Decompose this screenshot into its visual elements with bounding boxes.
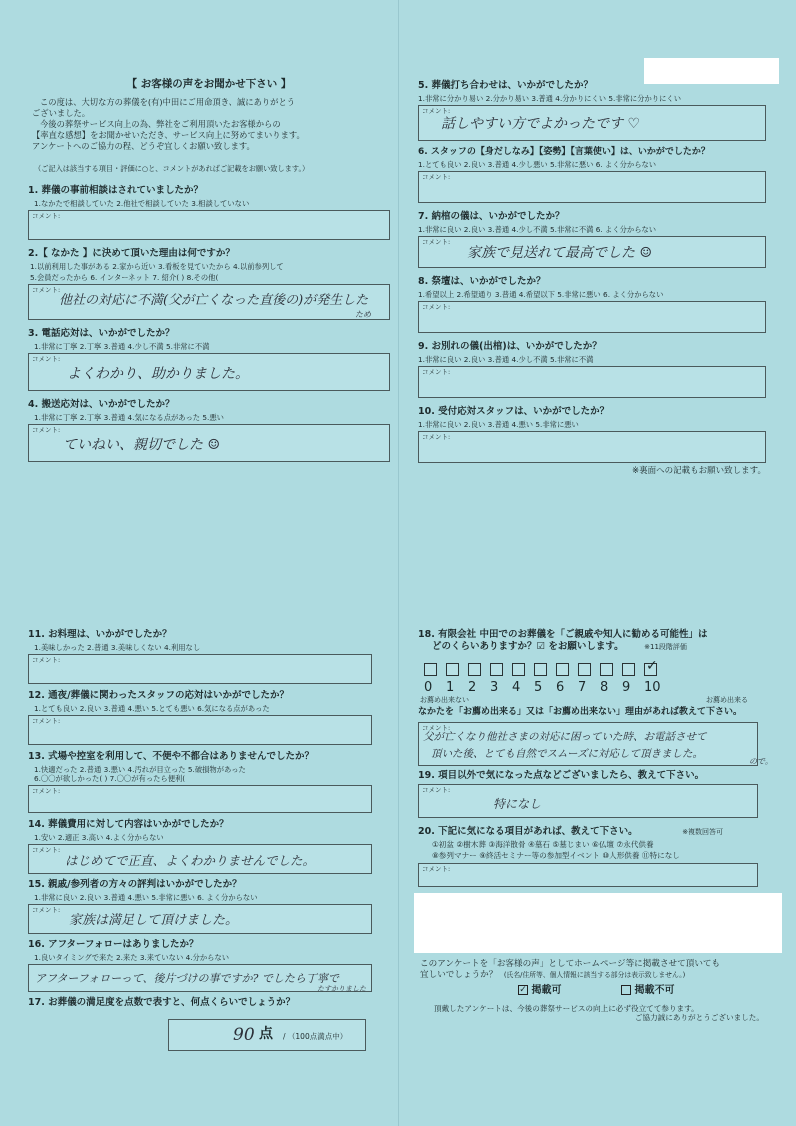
comment-box[interactable] (28, 785, 372, 813)
question-options: 1.安い 2.適正 3.高い 4.よく分からない (34, 832, 164, 842)
scale-number: 2 (468, 679, 477, 695)
scale-checkbox-10[interactable] (644, 657, 658, 676)
right-column-front (418, 80, 766, 477)
comment-box[interactable] (418, 301, 766, 333)
publish-no-option[interactable] (621, 985, 674, 996)
question-title: 11. お料理は、いかがでしたか？ (28, 629, 172, 640)
comment-label: コメント: (422, 173, 451, 182)
question-options: 5.会員だったから 6. インターネット 7. 紹介( ) 8.その他( (30, 272, 219, 282)
nps-scale (418, 657, 782, 696)
question-title: どのくらいありますか？☑ をお願いします。 (432, 640, 624, 652)
comment-label: コメント: (32, 846, 61, 855)
scale-number: 6 (556, 679, 565, 695)
question-title: 16. アフターフォローはありましたか？ (28, 939, 199, 951)
intro-line: アンケートへのご協力の程、どうぞ宜しくお願い致します。 (32, 140, 255, 151)
comment-label: コメント: (32, 425, 61, 434)
scale-checkbox-7[interactable] (578, 663, 591, 676)
scale-checkbox-4[interactable] (512, 663, 525, 676)
left-column-back (28, 629, 372, 1051)
question-3 (28, 328, 390, 391)
comment-box[interactable] (28, 284, 390, 320)
comment-box[interactable] (28, 353, 390, 391)
question-options: 1.良いタイミングで来た 2.来た 3.来ていない 4.分からない (34, 952, 230, 962)
back-page-note: ※裏面への記載もお願い致します。 (632, 466, 766, 477)
question-9 (418, 341, 766, 398)
publish-yes-option[interactable] (518, 985, 565, 996)
question-options: 1.非常に良い 2.良い 3.普通 4.悪い 5.非常に悪い 6. よく分からない (34, 892, 258, 902)
question-options: 1.とても良い 2.良い 3.普通 4.悪い 5.とても悪い 6.気になる点があった (34, 703, 270, 713)
question-19 (418, 770, 782, 818)
publish-question: 宜しいでしょうか？ (420, 969, 498, 980)
question-title: 3. 電話応対は、いかがでしたか？ (28, 327, 175, 339)
comment-box[interactable] (418, 863, 758, 887)
handwritten-comment: アフターフォローって、後片づけの事ですか? でしたら丁寧で (35, 972, 339, 986)
publish-yes-label: 掲載可 (531, 985, 562, 997)
publish-consent (418, 953, 782, 1023)
question-options: 1.非常に良い 2.良い 3.普通 4.悪い 5.非常に悪い (418, 420, 579, 430)
comment-label: コメント: (422, 786, 451, 795)
question-title: 6. スタッフの【身だしなみ】【姿勢】【言葉使い】は、いかがでしたか？ (418, 146, 710, 157)
comment-label: コメント: (422, 433, 451, 442)
comment-label: コメント: (422, 724, 451, 733)
question-options: 1.なかたで相談していた 2.他社で相談していた 3.相談していない (34, 198, 250, 208)
question-title: 17. お葬儀の満足度を点数で表すと、何点くらいでしょうか？ (28, 997, 296, 1009)
handwritten-comment: たすかりました (317, 985, 366, 994)
scale-checkbox-9[interactable] (622, 663, 635, 676)
question-11 (28, 629, 372, 684)
intro-line: 【率直な感想】をお聞かせいただき、サービス向上に努めてまいります。 (32, 129, 305, 140)
comment-box[interactable] (418, 171, 766, 203)
footer-line: 頂戴したアンケートは、今後の葬祭サービスの向上に必ず役立てて参ります。 (434, 1003, 699, 1013)
question-title: 12. 通夜/葬儀に関わったスタッフの応対はいかがでしたか？ (28, 689, 290, 701)
question-title: 18. 有限会社 中田でのお葬儀を「ご親戚や知人に勧める可能性」は (418, 629, 708, 640)
comment-box[interactable] (418, 236, 766, 268)
question-title: 13. 式場や控室を利用して、不便や不都合はありませんでしたか？ (28, 750, 314, 762)
checked-box-icon: ✓ (519, 985, 527, 996)
scale-number: 3 (490, 679, 499, 695)
comment-box[interactable] (28, 904, 372, 934)
question-8 (418, 276, 766, 333)
handwritten-comment: 頂いた後、とても自然でスムーズに対応して頂きました。 (431, 748, 703, 761)
comment-box[interactable] (28, 654, 372, 684)
scale-number: 9 (622, 679, 631, 695)
question-16 (28, 939, 372, 992)
multiple-answer-note: ※複数回答可 (682, 828, 724, 837)
comment-label: コメント: (32, 716, 61, 725)
handwritten-comment: 家族で見送れて最高でした ☺ (467, 245, 653, 262)
comment-label: コメント: (32, 211, 61, 220)
check-mark-icon: ✓ (646, 657, 658, 674)
comment-box[interactable] (418, 431, 766, 463)
question-options: 6.〇〇が欲しかった( ) 7.〇〇が有ったら便利( (34, 773, 186, 783)
comment-box[interactable] (28, 964, 372, 992)
handwritten-comment: ていねい、親切でした ☺ (63, 436, 221, 453)
footer-line: ご協力誠にありがとうございました。 (634, 1013, 764, 1023)
question-18 (418, 629, 782, 766)
scale-checkbox-8[interactable] (600, 663, 613, 676)
question-title: 14. 葬儀費用に対して内容はいかがでしたか？ (28, 819, 229, 831)
question-options: 1.非常に丁寧 2.丁寧 3.普通 4.少し不満 5.非常に不満 (34, 341, 210, 351)
scale-checkbox-5[interactable] (534, 663, 547, 676)
comment-label: コメント: (422, 238, 451, 247)
question-6 (418, 147, 766, 203)
survey-page-back (0, 563, 796, 1126)
comment-box[interactable] (418, 366, 766, 398)
handwritten-comment: ため (355, 309, 371, 319)
question-options: 1.非常に分かり易い 2.分かり易い 3.普通 4.分かりにくい 5.非常に分かりにくい (418, 93, 681, 103)
unchecked-box-icon (621, 985, 631, 995)
question-options: 1.とても良い 2.良い 3.普通 4.少し悪い 5.非常に悪い 6. よく分からない (418, 160, 657, 170)
question-2 (28, 248, 390, 320)
comment-label: コメント: (422, 368, 451, 377)
scale-number: 7 (578, 679, 587, 695)
question-options: 1.非常に良い 2.良い 3.普通 4.少し不満 5.非常に不満 (418, 355, 594, 365)
question-7 (418, 211, 766, 268)
publish-question: このアンケートを「お客様の声」としてホームページ等に掲載させて頂いても (420, 958, 721, 969)
score-value: 90 (233, 1024, 255, 1045)
scale-checkbox-6[interactable] (556, 663, 569, 676)
question-13 (28, 751, 372, 813)
comment-box[interactable] (28, 424, 390, 462)
comment-label: コメント: (32, 354, 61, 363)
intro-line: 今後の葬祭サービス向上の為、弊社をご利用頂いたお客様からの (40, 119, 281, 129)
question-5 (418, 80, 766, 141)
handwritten-comment: 話しやすい方でよかったです ♡ (441, 115, 641, 132)
scale-left-label: お薦め出来ない (420, 696, 469, 704)
scale-right-label: お薦め出来る (706, 696, 748, 704)
question-options: ⑧参列マナー ⑨終活セミナー等の参加型イベント ⑩人形供養 ⑪特になし (432, 851, 680, 861)
scale-number: 4 (512, 679, 521, 695)
question-options: ①初盆 ②樹木葬 ③海洋散骨 ④墓石 ⑤墓じまい ⑥仏壇 ⑦永代供養 (432, 840, 654, 849)
entry-note: （ご記入は該当する項目・評価に○と、コメントがあればご記載をお願い致します。） (34, 163, 310, 173)
question-options: 1.以前利用した事がある 2.家から近い 3.看板を見ていたから 4.以前参列して (30, 261, 284, 271)
comment-label: コメント: (32, 655, 61, 664)
scale-checkbox-3[interactable] (490, 663, 503, 676)
question-10 (418, 406, 766, 463)
question-17 (28, 997, 372, 1051)
score-unit: 点 (259, 1025, 273, 1042)
comment-box[interactable] (418, 105, 766, 141)
scale-checkbox-1[interactable] (446, 663, 459, 676)
handwritten-comment: よくわかり、助かりました。 (67, 365, 249, 382)
comment-label: コメント: (32, 787, 61, 796)
comment-label: コメント: (32, 285, 61, 294)
scale-checkbox-2[interactable] (468, 663, 481, 676)
survey-title: 【 お客様の声をお聞かせ下さい 】 (126, 78, 292, 90)
handwritten-comment: はじめてで正直、よくわかりませんでした。 (65, 853, 316, 869)
scale-number: 5 (534, 679, 543, 695)
comment-box[interactable] (28, 844, 372, 874)
question-title: 20. 下記に気になる項目があれば、教えて下さい。 (418, 826, 638, 838)
left-column-front (28, 78, 390, 462)
question-title: 2.【 なかた 】に決めて頂いた理由は何ですか？ (28, 247, 235, 259)
question-title: 5. 葬儀打ち合わせは、いかがでしたか？ (418, 80, 594, 91)
handwritten-comment: 他社の対応に不満(父が亡くなった直後の)が発生した (59, 292, 369, 308)
comment-label: コメント: (422, 303, 451, 312)
question-options: 1.非常に良い 2.良い 3.普通 4.少し不満 5.非常に不満 6. よく分からない (418, 225, 657, 235)
scale-number: 10 (644, 679, 661, 695)
question-title: 10. 受付応対スタッフは、いかがでしたか？ (418, 406, 610, 418)
scale-number: 1 (446, 679, 455, 695)
question-title: 1. 葬儀の事前相談はされていましたか？ (28, 184, 204, 196)
comment-box[interactable] (28, 210, 390, 240)
scale-number: 8 (600, 679, 609, 695)
question-15 (28, 879, 372, 934)
question-title: 7. 納棺の儀は、いかがでしたか？ (418, 211, 565, 223)
comment-box[interactable] (418, 784, 758, 818)
question-title: 4. 搬送応対は、いかがでしたか？ (28, 398, 175, 410)
question-title: 15. 親戚/参列者の方々の評判はいかがでしたか？ (28, 879, 242, 891)
comment-label: コメント: (422, 864, 451, 873)
redacted-area (414, 893, 782, 953)
intro-line: ございました。 (32, 108, 91, 119)
reason-question: なかたを「お薦め出来る」又は「お薦め出来ない」理由があれば教えて下さい。 (418, 707, 743, 717)
publish-no-label: 掲載不可 (634, 985, 675, 997)
handwritten-comment: ので。 (749, 757, 773, 767)
comment-box[interactable] (28, 715, 372, 745)
comment-label: コメント: (422, 106, 451, 115)
question-12 (28, 690, 372, 745)
handwritten-comment: 父が亡くなり他社さまの対応に困っていた時、お電話させて (423, 731, 707, 744)
question-title: 8. 祭壇は、いかがでしたか？ (418, 276, 546, 288)
question-20 (418, 826, 782, 887)
handwritten-comment: 家族は満足して頂けました。 (69, 913, 239, 929)
question-14 (28, 819, 372, 874)
question-options: 1.希望以上 2.希望通り 3.普通 4.希望以下 5.非常に悪い 6. よく分からない (418, 290, 664, 300)
intro-line: この度は、大切な方の葬儀を(有)中田にご用命頂き、誠にありがとう (40, 97, 296, 108)
question-options: 1.快適だった 2.普通 3.悪い 4.汚れが目立った 5.破損物があった (34, 764, 246, 774)
question-title: 9. お別れの儀(出棺)は、いかがでしたか？ (418, 341, 602, 353)
question-options: 1.美味しかった 2.普通 3.美味しくない 4.利用なし (34, 642, 201, 652)
score-note: / （100点満点中） (283, 1031, 348, 1041)
scale-note: ※11段階評価 (644, 642, 687, 651)
comment-box[interactable] (418, 722, 773, 767)
scale-number: 0 (424, 679, 433, 695)
score-box[interactable] (168, 1019, 366, 1051)
comment-label: コメント: (32, 906, 61, 915)
question-options: 1.非常に丁寧 2.丁寧 3.普通 4.気になる点があった 5.悪い (34, 412, 224, 422)
privacy-note: (氏名/住所等、個人情報に該当する部分は表示致しません。) (503, 970, 686, 979)
question-4 (28, 399, 390, 462)
handwritten-comment: 特になし (493, 797, 542, 812)
right-column-back (418, 629, 782, 1023)
scale-checkbox-0[interactable] (424, 663, 437, 676)
question-title: 19. 項目以外で気になった点などございましたら、教えて下さい。 (418, 770, 705, 782)
question-1 (28, 185, 390, 240)
